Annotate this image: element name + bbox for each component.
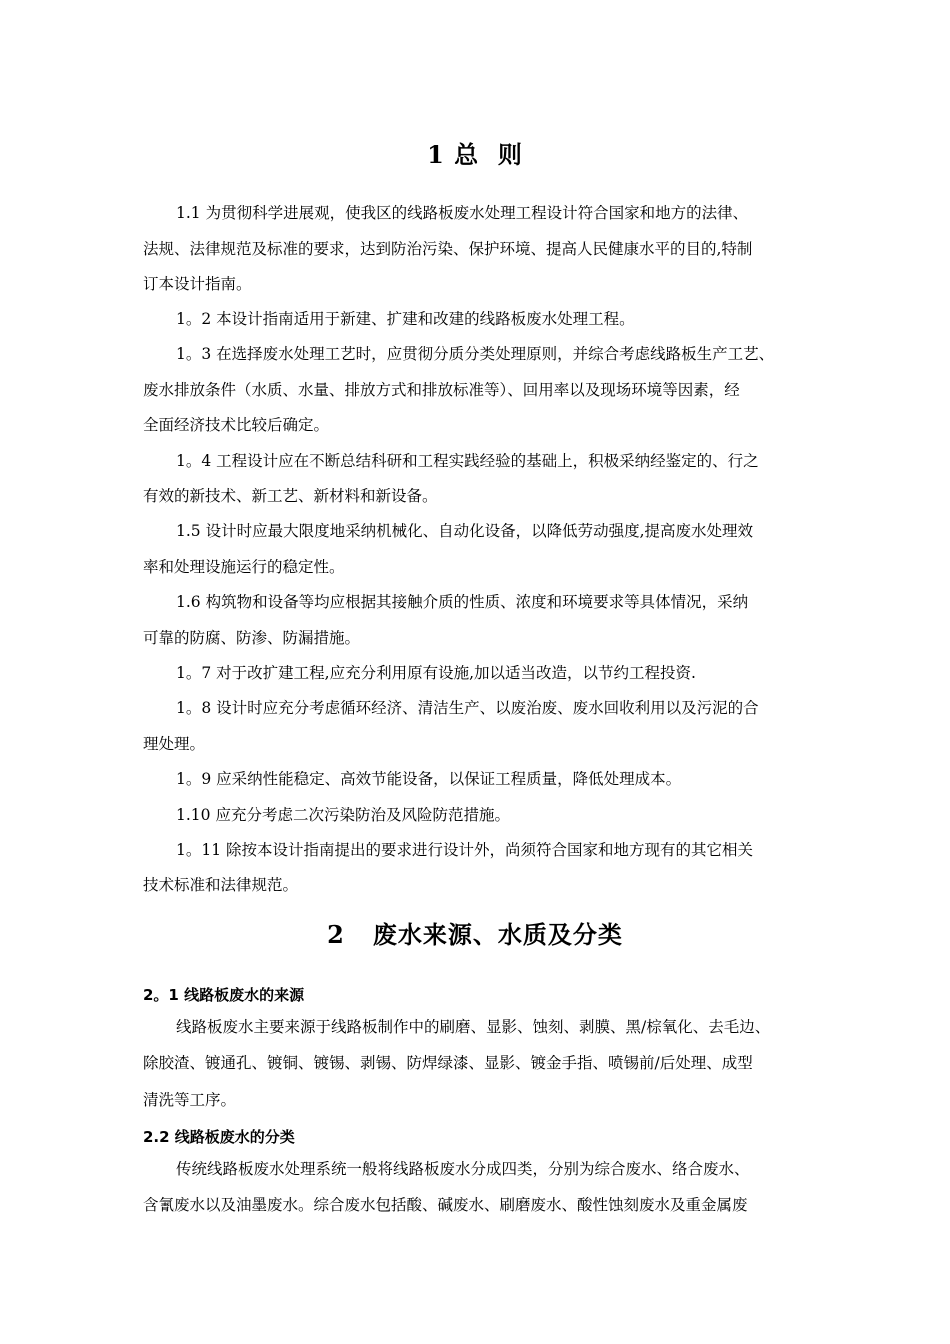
- paragraph-line: 法规、法律规范及标准的要求，达到防治污染、保护环境、提高人民健康水平的目的,特制: [143, 240, 753, 258]
- paragraph-line: 1.1 为贯彻科学进展观，使我区的线路板废水处理工程设计符合国家和地方的法律、: [176, 204, 749, 222]
- paragraph-line: 1。11 除按本设计指南提出的要求进行设计外，尚须符合国家和地方现有的其它相关: [176, 841, 754, 859]
- paragraph-line: 1。9 应采纳性能稳定、高效节能设备，以保证工程质量，降低处理成本。: [176, 770, 682, 788]
- paragraph-line: 传统线路板废水处理系统一般将线路板废水分成四类，分别为综合废水、络合废水、: [176, 1160, 750, 1178]
- section-1-title: 1 总 则: [427, 140, 523, 169]
- paragraph-line: 除胶渣、镀通孔、镀铜、镀锡、剥锡、防焊绿漆、显影、镀金手指、喷锡前/后处理、成型: [143, 1054, 753, 1072]
- section-2-title: 2 废水来源、水质及分类: [327, 920, 623, 949]
- paragraph-line: 全面经济技术比较后确定。: [143, 416, 330, 434]
- paragraph-line: 线路板废水主要来源于线路板制作中的刷磨、显影、蚀刻、剥膜、黑/棕氧化、去毛边、: [176, 1018, 771, 1036]
- paragraph-line: 含氰废水以及油墨废水。综合废水包括酸、碱废水、刷磨废水、酸性蚀刻废水及重金属废: [143, 1196, 748, 1214]
- paragraph-line: 1。3 在选择废水处理工艺时，应贯彻分质分类处理原则，并综合考虑线路板生产工艺、: [176, 345, 775, 363]
- paragraph-line: 1.5 设计时应最大限度地采纳机械化、自动化设备，以降低劳动强度,提高废水处理效: [176, 522, 754, 540]
- paragraph-line: 1.6 构筑物和设备等均应根据其接触介质的性质、浓度和环境要求等具体情况，采纳: [176, 593, 749, 611]
- paragraph-line: 有效的新技术、新工艺、新材料和新设备。: [143, 487, 438, 505]
- paragraph-line: 1。7 对于改扩建工程,应充分利用原有设施,加以适当改造，以节约工程投资.: [176, 664, 696, 682]
- paragraph-line: 率和处理设施运行的稳定性。: [143, 558, 345, 576]
- paragraph-line: 1。2 本设计指南适用于新建、扩建和改建的线路板废水处理工程。: [176, 310, 635, 328]
- paragraph-line: 废水排放条件（水质、水量、排放方式和排放标准等）、回用率以及现场环境等因素，经: [143, 381, 740, 399]
- paragraph-line: 清洗等工序。: [143, 1091, 237, 1109]
- paragraph-line: 1。4 工程设计应在不断总结科研和工程实践经验的基础上，积极采纳经鉴定的、行之: [176, 452, 759, 470]
- subsection-2-2-heading: 2.2 线路板废水的分类: [143, 1128, 295, 1146]
- paragraph-line: 技术标准和法律规范。: [143, 876, 299, 894]
- paragraph-line: 1。8 设计时应充分考虑循环经济、清洁生产、以废治废、废水回收利用以及污泥的合: [176, 699, 759, 717]
- paragraph-line: 可靠的防腐、防渗、防漏措施。: [143, 629, 361, 647]
- paragraph-line: 订本设计指南。: [143, 275, 252, 293]
- paragraph-line: 1.10 应充分考虑二次污染防治及风险防范措施。: [176, 806, 510, 824]
- paragraph-line: 理处理。: [143, 735, 206, 753]
- subsection-2-1-heading: 2。1 线路板废水的来源: [143, 986, 305, 1004]
